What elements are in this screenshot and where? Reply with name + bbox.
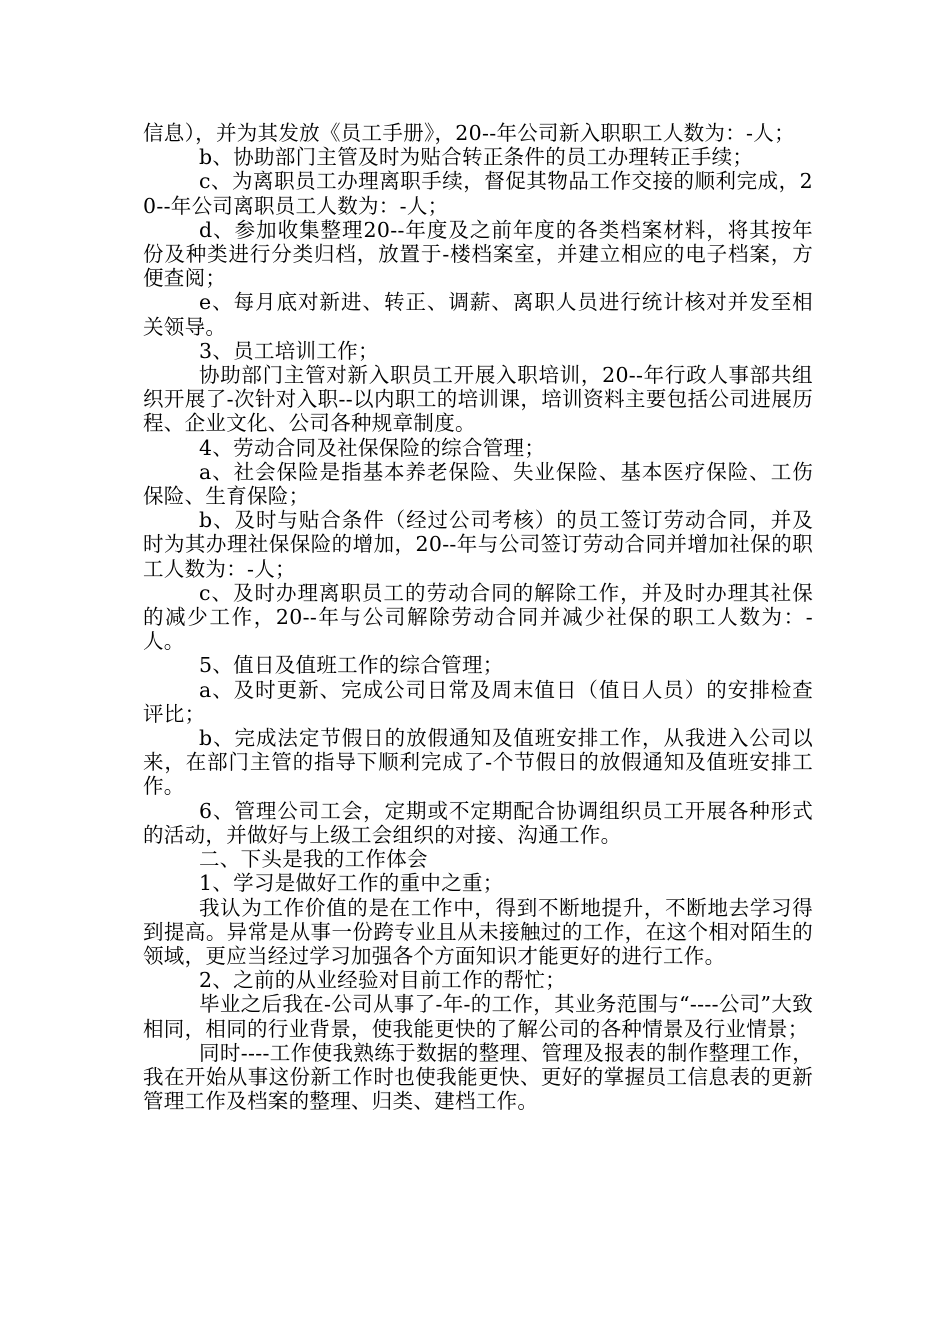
paragraph: b、协助部门主管及时为贴合转正条件的员工办理转正手续； xyxy=(199,145,754,170)
paragraph: 我认为工作价值的是在工作中，得到不断地提升，不断地去学习得到提高。异常是从事一份跨专业且从未接触过的工作，在这个相对陌生的领域，更应当经过学习加强各个方面知识才能更好的进行工作。 xyxy=(143,895,813,968)
document-page xyxy=(143,121,813,1113)
section-heading: 2、之前的从业经验对目前工作的帮忙； xyxy=(199,968,566,993)
paragraph: 毕业之后我在-公司从事了-年-的工作，其业务范围与“----公司”大致相同，相同的行业背景，使我能更快的了解公司的各种情景及行业情景； xyxy=(143,992,813,1041)
paragraph: b、及时与贴合条件（经过公司考核）的员工签订劳动合同，并及时为其办理社保保险的增加，20--年与公司签订劳动合同并增加社保的职工人数为：-人； xyxy=(143,508,813,581)
paragraph: b、完成法定节假日的放假通知及值班安排工作，从我进入公司以来，在部门主管的指导下顺利完成了-个节假日的放假通知及值班安排工作。 xyxy=(143,726,813,799)
paragraph: a、及时更新、完成公司日常及周末值日（值日人员）的安排检查评比； xyxy=(143,677,813,726)
paragraph: a、社会保险是指基本养老保险、失业保险、基本医疗保险、工伤保险、生育保险； xyxy=(143,459,813,509)
section-heading: 3、员工培训工作； xyxy=(199,338,379,363)
paragraph: 信息），并为其发放《员工手册》，20--年公司新入职职工人数为：-人； xyxy=(143,121,795,145)
section-heading: 4、劳动合同及社保保险的综合管理； xyxy=(199,435,546,460)
section-heading: 二、下头是我的工作体会 xyxy=(199,847,428,872)
paragraph: 协助部门主管对新入职员工开展入职培训，20--年行政人事部共组织开展了-次针对入职--以内职工的培训课，培训资料主要包括公司进展历程、企业文化、公司各种规章制度。 xyxy=(143,363,813,436)
paragraph: c、为离职员工办理离职手续，督促其物品工作交接的顺利完成，20--年公司离职员工人数为：-人； xyxy=(143,169,813,218)
paragraph: c、及时办理离职员工的劳动合同的解除工作，并及时办理其社保的减少工作，20--年与公司解除劳动合同并减少社保的职工人数为：-人。 xyxy=(143,580,813,654)
paragraph: e、每月底对新进、转正、调薪、离职人员进行统计核对并发至相关领导。 xyxy=(143,290,813,339)
paragraph: 同时----工作使我熟练于数据的整理、管理及报表的制作整理工作，我在开始从事这份新工作时也使我能更快、更好的掌握员工信息表的更新管理工作及档案的整理、归类、建档工作。 xyxy=(143,1040,813,1114)
section-heading: 5、值日及值班工作的综合管理； xyxy=(199,653,504,678)
section-heading: 6、管理公司工会，定期或不定期配合协调组织员工开展各种形式的活动，并做好与上级工会组织的对接、沟通工作。 xyxy=(143,798,813,847)
section-heading: 1、学习是做好工作的重中之重； xyxy=(199,871,504,896)
paragraph: d、参加收集整理20--年度及之前年度的各类档案材料，将其按年份及种类进行分类归档，放置于-楼档案室，并建立相应的电子档案，方便查阅； xyxy=(143,217,813,291)
